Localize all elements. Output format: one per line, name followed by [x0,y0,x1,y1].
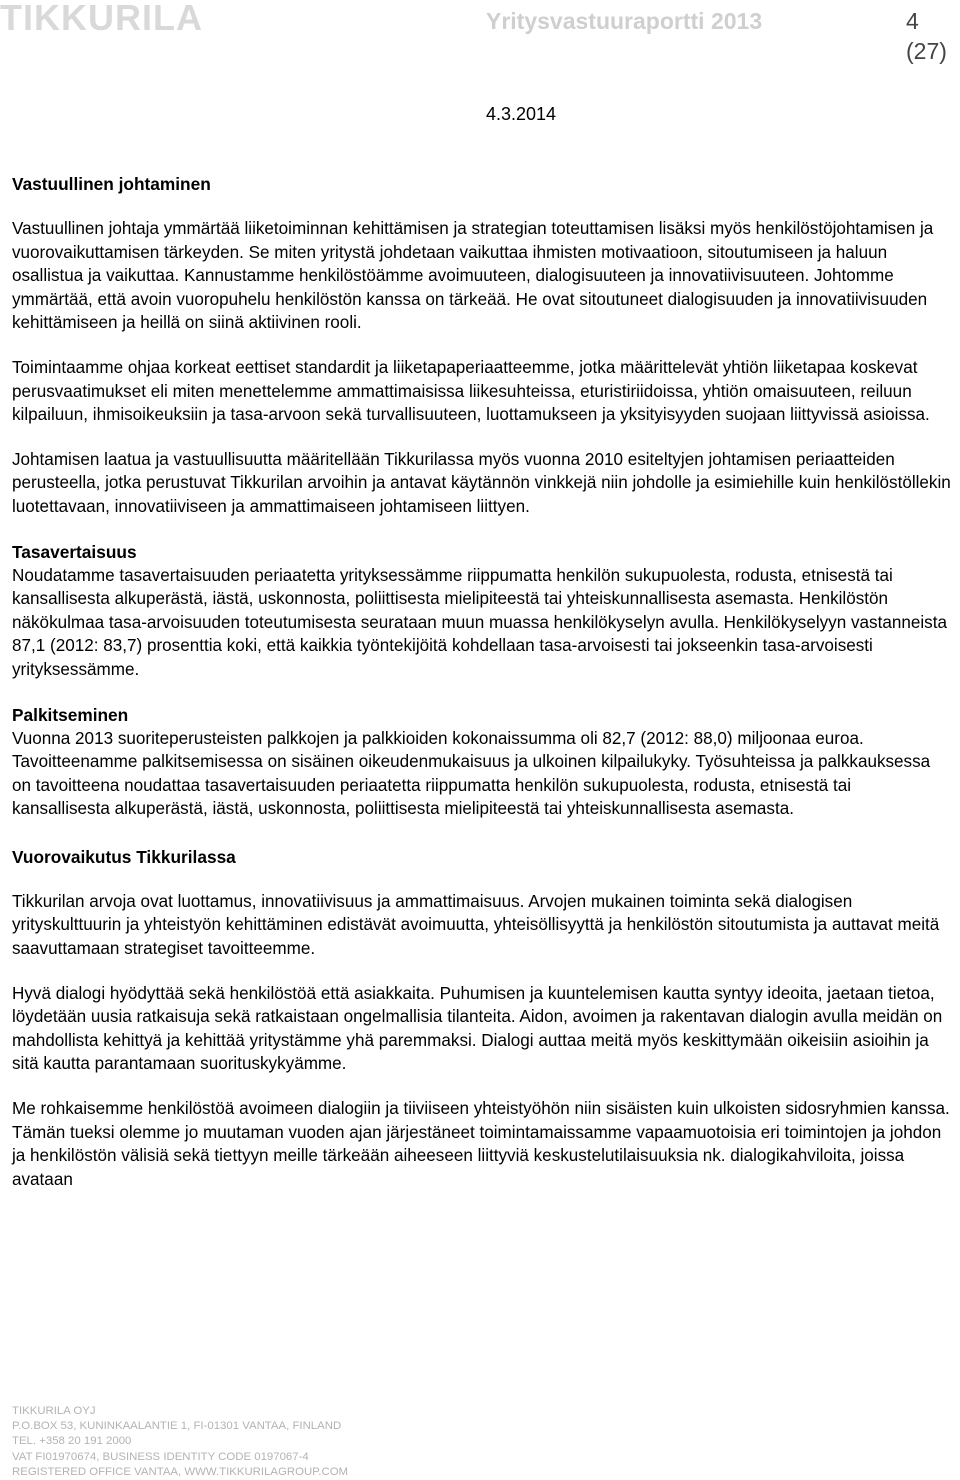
paragraph: Hyvä dialogi hyödyttää sekä henkilöstöä että asiakkaita. Puhumisen ja kuuntelemisen kautta syntyy ideoita, jaetaan tietoa, löydetään uusia ratkaisuja sekä ratkaistaan ongelmallisia tilanteita. Aidon, avoimen ja rakentavan dialogin avulla meidän on mahdollista kehittyä ja kehittää yritystämme yhä paremmaksi. Dialogi auttaa meitä myös keskittymään oikeisiin asioihin ja sitä kautta parantamaan suorituskykyämme. [12,983,943,1074]
paragraph: Johtamisen laatua ja vastuullisuutta määritellään Tikkurilassa myös vuonna 2010 esiteltyjen johtamisen periaatteiden perusteella, jotka perustuvat Tikkurilan arvoihin ja antavat käytännön vinkkejä niin johdolle ja esimiehille kuin henkilöstöllekin luotettavaan, innovatiiviseen ja ammattimaiseen johtamiseen liittyen. [12,449,951,516]
paragraph: Noudatamme tasavertaisuuden periaatetta yrityksessämme riippumatta henkilön sukupuolesta, rodusta, etnisestä tai kansallisesta alkuperästä, iästä, uskonnosta, poliittisesta mielipiteestä tai yhteiskunnallisesta asemasta. Henkilöstön näkökulmaa tasa-arvoisuuden toteutumisesta seurataan muun muassa henkilökyselyn avulla. Henkilökyselyyn vastanneista 87,1 (2012: 83,7) prosenttia koki, että kaikkia työntekijöitä kohdellaan tasa-arvoisesti tai jokseenkin tasa-arvoisesti yrityksessämme. [12,565,947,679]
report-title: Yritysvastuuraportti 2013 [486,8,763,34]
page-footer [12,1404,348,1480]
section-heading-responsible-leadership: Vastuullinen johtaminen [12,174,211,194]
company-logo: TIKKURILA [0,0,203,38]
footer-company: TIKKURILA OYJ [12,1405,96,1417]
paragraph: Toimintaamme ohjaa korkeat eettiset standardit ja liiketapaperiaatteemme, jotka määrittelevät yhtiön liiketapaa koskevat perusvaatimukset eli miten menettelemme ammattimaisissa liikesuhteissa, eturistiriidoissa, yhtiön omaisuuteen, reiluun kilpailuun, ihmisoikeuksiin ja tasa-arvoon sekä turvallisuuteen, luottamukseen ja yksityisyyden suojaan liittyvissä asioissa. [12,357,930,425]
page-number: 4 (27) [906,8,947,64]
section-heading-rewarding: Palkitseminen [12,704,129,725]
paragraph: Me rohkaisemme henkilöstöä avoimeen dialogiin ja tiiviiseen yhteistyöhön niin sisäisten kuin ulkoisten sidosryhmien kanssa. Tämän tueksi olemme jo muutaman vuoden ajan järjestäneet toimintamaissamme vapaamuotoisia eri toimintojen ja johdon ja henkilöstön välisiä sekä tiettyyn meille tärkeään aiheeseen liittyviä keskustelutilaisuuksia nk. dialogikahviloita, joissa avataan [12,1099,950,1189]
section-heading-equality: Tasavertaisuus [12,541,137,562]
footer-office: REGISTERED OFFICE VANTAA, WWW.TIKKURILAGROUP.COM [12,1465,349,1478]
paragraph: Vuonna 2013 suoriteperusteisten palkkojen ja palkkioiden kokonaissumma oli 82,7 (2012: 88,0) miljoonaa euroa. Tavoitteenamme palkitsemisessa on sisäinen oikeudenmukaisuus ja ulkoinen kilpailukyky. Työsuhteissa ja palkkauksessa on tavoitteena noudattaa tasavertaisuuden periaatetta riippumatta henkilön sukupuolesta, rodusta, etnisestä tai kansallisesta alkuperästä, iästä, uskonnosta, poliittisesta mielipiteestä tai yhteiskunnallisesta asemasta. [12,728,931,819]
footer-address: P.O.BOX 53, KUNINKAALANTIE 1, FI-01301 VANTAA, FINLAND [12,1420,342,1433]
section-heading-interaction: Vuorovaikutus Tikkurilassa [12,846,236,867]
document-body [12,172,952,1191]
footer-phone: TEL. +358 20 191 2000 [12,1435,132,1448]
footer-vat: VAT FI01970674, BUSINESS IDENTITY CODE 0197067-4 [12,1450,309,1463]
document-date: 4.3.2014 [486,104,557,124]
paragraph: Tikkurilan arvoja ovat luottamus, innovatiivisuus ja ammattimaisuus. Arvojen mukainen toiminta sekä dialogisen yrityskulttuurin ja yhteistyön kehittäminen edistävät avoimuutta, yhteisöllisyyttä ja henkilöstön sitoutumista ja auttavat meitä saavuttamaan strategiset tavoitteemme. [12,891,940,959]
paragraph: Vastuullinen johtaja ymmärtää liiketoiminnan kehittämisen ja strategian toteuttamisen lisäksi myös henkilöstöjohtamisen ja vuorovaikuttamisen tärkeyden. Se miten yritystä johdetaan vaikuttaa ihmisten motivaatioon, sitoutumiseen ja haluun osallistua ja vaikuttaa. Kannustamme henkilöstöämme avoimuuteen, dialogisuuteen ja innovatiivisuuteen. Johtomme ymmärtää, että avoin vuoropuhelu henkilöstön kanssa on tärkeää. He ovat sitoutuneet dialogisuuden ja innovatiivisuuden kehittämiseen ja heillä on siinä aktiivinen rooli. [12,219,934,333]
